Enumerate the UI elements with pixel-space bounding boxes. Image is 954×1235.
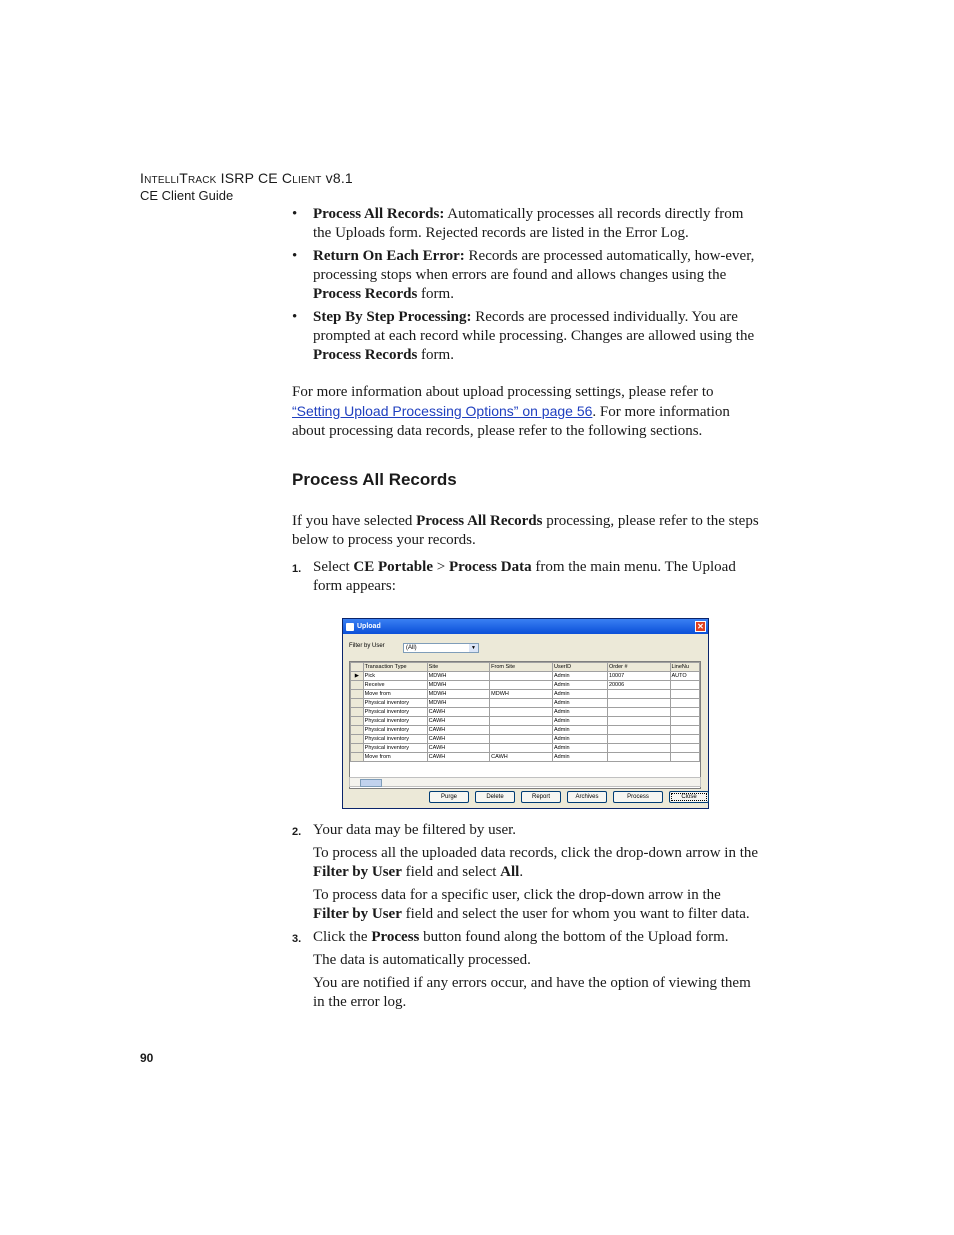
step-text: To process all the uploaded data records, click the drop-down arrow in the (313, 845, 759, 861)
close-button[interactable]: Close (669, 791, 709, 803)
row-selector[interactable] (351, 699, 364, 708)
body-steps-continued (292, 821, 760, 1016)
table-cell[interactable]: Admin (553, 672, 608, 681)
bullet-glyph: • (292, 206, 298, 222)
table-row[interactable] (351, 735, 700, 744)
step-bold: Filter by User (313, 906, 402, 922)
table-cell[interactable]: Pick (363, 672, 427, 681)
table-cell[interactable]: AUTO (670, 672, 700, 681)
table-cell[interactable] (607, 708, 670, 717)
section-heading: Process All Records (292, 470, 457, 489)
step-text: field and select (401, 864, 501, 880)
table-cell[interactable] (607, 735, 670, 744)
bullet-text: Records are processed individually. You are prompted at each record while processing. Changes are allowed using the (313, 309, 755, 344)
delete-button[interactable]: Delete (475, 791, 515, 803)
table-cell[interactable]: MDWH (427, 690, 490, 699)
row-selector[interactable] (351, 681, 364, 690)
bullet-item (292, 308, 760, 365)
step-bold: Process (371, 929, 420, 945)
table-cell[interactable] (670, 726, 700, 735)
step-text: Click the (313, 929, 372, 945)
brand-initial: I (140, 170, 145, 186)
table-row[interactable] (351, 672, 700, 681)
process-button[interactable]: Process (613, 791, 663, 803)
brand-smallcaps: rack (187, 170, 217, 186)
table-cell[interactable]: Admin (553, 753, 608, 762)
step-number: 2. (292, 826, 302, 838)
step-text: button found along the bottom of the Upload form. (419, 929, 729, 945)
table-cell[interactable] (490, 699, 553, 708)
table-row[interactable] (351, 726, 700, 735)
row-selector[interactable] (351, 744, 364, 753)
table-cell[interactable]: Admin (553, 744, 608, 753)
table-cell[interactable] (490, 744, 553, 753)
intro-text: If you have selected (292, 513, 417, 529)
table-cell[interactable]: CAWH (427, 717, 490, 726)
table-cell[interactable] (670, 744, 700, 753)
button-row (429, 791, 709, 803)
table-cell[interactable] (490, 726, 553, 735)
step-text: Your data may be filtered by user. (313, 822, 517, 838)
filter-value: (All) (406, 645, 417, 651)
table-cell[interactable]: Receive (363, 681, 427, 690)
table-cell[interactable] (607, 726, 670, 735)
intro-text: processing, please refer to the steps below to process your records. (292, 513, 759, 548)
purge-button[interactable]: Purge (429, 791, 469, 803)
more-info-paragraph (292, 383, 760, 441)
table-header-row (351, 663, 700, 672)
column-header[interactable]: Transaction Type (363, 663, 427, 672)
column-header[interactable]: UserID (553, 663, 608, 672)
table-cell[interactable]: MDWH (427, 672, 490, 681)
step-item (292, 928, 760, 947)
brand-text: ISRP CE C (216, 170, 293, 186)
step-text: > (432, 559, 449, 575)
step-bold: Process Data (448, 559, 532, 575)
table-cell[interactable]: Move from (363, 753, 427, 762)
running-header-subtitle: CE Client Guide (140, 188, 234, 203)
table-cell[interactable] (670, 735, 700, 744)
scrollbar-thumb[interactable] (360, 779, 382, 787)
body-steps (292, 512, 760, 600)
step-bold: All (500, 864, 520, 880)
brand-initial: T (179, 170, 188, 186)
bullet-text: form. (417, 286, 454, 302)
window-app-icon (346, 623, 354, 631)
step-text: field and select the user for whom you want to filter data. (401, 906, 750, 922)
bullet-text: Records are processed automatically, how-ever, processing stops when errors are found and allows changes using the (313, 248, 755, 283)
table-cell[interactable] (490, 708, 553, 717)
table-cell[interactable]: Admin (553, 726, 608, 735)
table-cell[interactable] (670, 690, 700, 699)
table-cell[interactable]: Physical inventory (363, 717, 427, 726)
column-header[interactable]: Order # (607, 663, 670, 672)
cross-reference-link[interactable]: “Setting Upload Processing Options” on page 56 (292, 403, 593, 419)
filter-label: Filter by User (349, 643, 385, 649)
table-cell[interactable]: Physical inventory (363, 708, 427, 717)
step-number: 1. (292, 563, 302, 575)
table-cell[interactable] (670, 699, 700, 708)
step-text: from the main menu. The Upload form appears: (313, 559, 736, 594)
filter-by-user-select[interactable] (403, 643, 479, 653)
bullet-glyph: • (292, 248, 298, 264)
table-cell[interactable]: Admin (553, 690, 608, 699)
table-row[interactable] (351, 708, 700, 717)
table-cell[interactable]: CAWH (427, 726, 490, 735)
archives-button[interactable]: Archives (567, 791, 607, 803)
table-cell[interactable]: MDWH (427, 681, 490, 690)
row-selector[interactable]: ▶ (351, 672, 364, 681)
column-header[interactable]: Site (427, 663, 490, 672)
step-detail: The data is automatically processed. (313, 952, 531, 968)
bullet-glyph: • (292, 309, 298, 325)
row-selector[interactable] (351, 690, 364, 699)
step-bold: CE Portable (353, 559, 433, 575)
body-top (292, 205, 760, 441)
more-info-text: . For more information about processing data records, please refer to the following sections. (292, 404, 730, 439)
step-item (292, 558, 760, 596)
row-selector-header (351, 663, 364, 672)
step-detail (292, 844, 760, 882)
bullet-bold: Process Records (313, 347, 418, 363)
table-cell[interactable] (670, 753, 700, 762)
step-detail (292, 886, 760, 924)
table-cell[interactable]: 10007 (607, 672, 670, 681)
bullet-text: Automatically processes all records directly from the Uploads form. Rejected records are listed in the Error Log. (313, 206, 744, 241)
intro-bold: Process All Records (416, 513, 543, 529)
window-title: Upload (357, 623, 381, 630)
row-selector[interactable] (351, 717, 364, 726)
table-cell[interactable] (490, 735, 553, 744)
bullet-term: Step By Step Processing: (313, 309, 472, 325)
table-cell[interactable]: CAWH (427, 708, 490, 717)
table-cell[interactable]: Physical inventory (363, 726, 427, 735)
bullet-item (292, 247, 760, 304)
brand-version: v8.1 (321, 170, 353, 186)
brand-smallcaps: ntelli (144, 170, 180, 186)
table-row[interactable] (351, 717, 700, 726)
table-cell[interactable]: Admin (553, 699, 608, 708)
table-row[interactable] (351, 744, 700, 753)
bullet-bold: Process Records (313, 286, 418, 302)
step-bold: Filter by User (313, 864, 402, 880)
table-cell[interactable]: Admin (553, 717, 608, 726)
table-cell[interactable]: Physical inventory (363, 699, 427, 708)
table-cell[interactable] (490, 672, 553, 681)
step-number: 3. (292, 933, 302, 945)
table-cell[interactable] (670, 717, 700, 726)
table-row[interactable] (351, 681, 700, 690)
table-row[interactable] (351, 699, 700, 708)
table-cell[interactable] (607, 753, 670, 762)
bullet-text: form. (417, 347, 454, 363)
table-cell[interactable]: MDWH (427, 699, 490, 708)
horizontal-scrollbar[interactable] (349, 777, 701, 787)
page-number: 90 (140, 1051, 154, 1065)
row-selector[interactable] (351, 753, 364, 762)
table-cell[interactable]: Move from (363, 690, 427, 699)
brand-smallcaps: lient (292, 170, 322, 186)
table-cell[interactable] (490, 681, 553, 690)
row-selector[interactable] (351, 735, 364, 744)
row-selector[interactable] (351, 726, 364, 735)
table-cell[interactable]: CAWH (490, 753, 553, 762)
running-header-title (140, 170, 353, 186)
table-cell[interactable]: Physical inventory (363, 735, 427, 744)
step-item (292, 821, 760, 840)
bullet-term: Return On Each Error: (313, 248, 465, 264)
chevron-down-icon[interactable]: ▼ (469, 644, 478, 652)
more-info-text: For more information about upload processing settings, please refer to (292, 384, 714, 400)
step-text: Select (313, 559, 354, 575)
step-text: . (519, 864, 524, 880)
close-icon[interactable]: ✕ (695, 621, 706, 632)
table-cell[interactable] (607, 744, 670, 753)
table-cell[interactable]: Admin (553, 681, 608, 690)
intro-paragraph (292, 512, 760, 550)
column-header[interactable]: From Site (490, 663, 553, 672)
table-row[interactable] (351, 690, 700, 699)
window-titlebar (343, 619, 708, 634)
column-header[interactable]: LineNu (670, 663, 700, 672)
table-cell[interactable]: 20006 (607, 681, 670, 690)
table-row[interactable] (351, 753, 700, 762)
records-grid[interactable] (349, 661, 701, 789)
table-cell[interactable]: CAWH (427, 735, 490, 744)
step-detail: You are notified if any errors occur, and have the option of viewing them in the error log. (313, 975, 751, 1010)
table-cell[interactable]: Admin (553, 708, 608, 717)
table-cell[interactable]: CAWH (427, 753, 490, 762)
bullet-term: Process All Records: (313, 206, 445, 222)
report-button[interactable]: Report (521, 791, 561, 803)
table-cell[interactable] (607, 699, 670, 708)
table-cell[interactable]: MDWH (490, 690, 553, 699)
records-table (350, 662, 700, 762)
table-cell[interactable]: Admin (553, 735, 608, 744)
row-selector[interactable] (351, 708, 364, 717)
table-cell[interactable] (670, 708, 700, 717)
table-cell[interactable]: Physical inventory (363, 744, 427, 753)
step-text: To process data for a specific user, click the drop-down arrow in the (313, 887, 721, 903)
table-cell[interactable] (607, 717, 670, 726)
table-cell[interactable] (490, 717, 553, 726)
upload-window (342, 618, 709, 809)
table-cell[interactable] (670, 681, 700, 690)
table-cell[interactable] (607, 690, 670, 699)
bullet-item (292, 205, 760, 243)
table-cell[interactable]: CAWH (427, 744, 490, 753)
